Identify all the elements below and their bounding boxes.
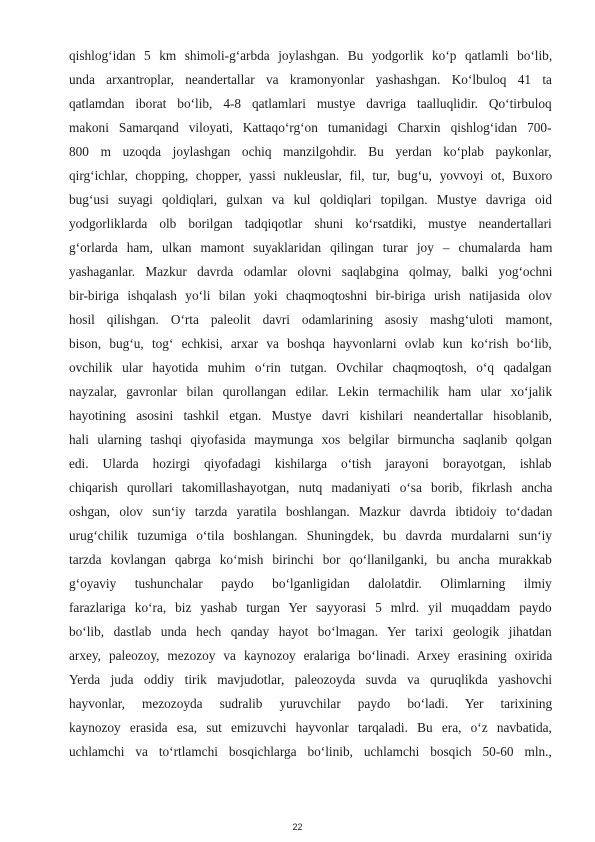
text-line: oshgan, olov sun‘iy tarzda yaratila boshlangan. Mazkur davrda ibtidoiy to‘dadan [69, 504, 552, 519]
text-line: g‘oyaviy tushunchalar paydo bo‘lganligidan dalolatdir. Olimlarning ilmiy [69, 576, 552, 591]
text-line: unda arxantroplar, neandertallar va kramonyonlar yashashgan. Ko‘lbuloq 41 ta [69, 72, 552, 87]
text-line: g‘orlarda ham, ulkan mamont suyaklaridan qilingan turar joy – chumalarda ham [69, 240, 552, 255]
text-line: edi. Ularda hozirgi qiyofadagi kishilarga o‘tish jarayoni borayotgan, ishlab [69, 456, 552, 471]
text-line: yodgorliklarda olb borilgan tadqiqotlar shuni ko‘rsatdiki, mustye neandertallari [69, 216, 552, 231]
text-line: bir-biriga ishqalash yo‘li bilan yoki chaqmoqtoshni bir-biriga urish natijasida olov [69, 288, 552, 303]
text-line: farazlariga ko‘ra, biz yashab turgan Yer sayyorasi 5 mlrd. yil muqaddam paydo [69, 600, 552, 615]
text-line: kaynozoy erasida esa, sut emizuvchi hayvonlar tarqaladi. Bu era, o‘z navbatida, [69, 720, 552, 735]
text-line: Yerda juda oddiy tirik mavjudotlar, paleozoyda suvda va quruqlikda yashovchi [69, 672, 552, 687]
text-line: bison, bug‘u, tog‘ echkisi, arxar va boshqa hayvonlarni ovlab kun ko‘rish bo‘lib, [69, 336, 552, 351]
text-line: urug‘chilik tuzumiga o‘tila boshlangan. Shuningdek, bu davrda murdalarni sun‘iy [69, 528, 552, 543]
text-line: ovchilik ular hayotida muhim o‘rin tutgan. Ovchilar chaqmoqtosh, o‘q qadalgan [69, 360, 552, 375]
text-line: nayzalar, gavronlar bilan qurollangan edilar. Lekin termachilik ham ular xo‘jalik [69, 384, 552, 399]
text-line: chiqarish qurollari takomillashayotgan, nutq madaniyati o‘sa borib, fikrlash ancha [69, 480, 552, 495]
text-line: bug‘usi suyagi qoldiqlari, gulxan va kul qoldiqlari topilgan. Mustye davriga oid [69, 192, 552, 207]
text-line: uchlamchi va to‘rtlamchi bosqichlarga bo‘linib, uchlamchi bosqich 50-60 mln., [69, 744, 552, 759]
text-line: tarzda kovlangan qabrga ko‘mish birinchi bor qo‘llanilganki, bu ancha murakkab [69, 552, 552, 567]
text-line: hayvonlar, mezozoyda sudralib yuruvchilar paydo bo‘ladi. Yer tarixining [69, 696, 552, 711]
text-line: makoni Samarqand viloyati, Kattaqo‘rg‘on tumanidagi Charxin qishlog‘idan 700- [69, 120, 552, 135]
page-number: 22 [292, 822, 303, 832]
text-line: yashaganlar. Mazkur davrda odamlar olovni saqlabgina qolmay, balki yog‘ochni [69, 264, 552, 279]
text-line: arxey, paleozoy, mezozoy va kaynozoy eralariga bo‘linadi. Arxey erasining oxirida [69, 648, 552, 663]
text-line: qirg‘ichlar, chopping, chopper, yassi nukleuslar, fil, tur, bug‘u, yovvoyi ot, Buxoro [69, 168, 552, 183]
body-text [69, 44, 552, 764]
text-line: hayotining asosini tashkil etgan. Mustye davri kishilari neandertallar hisoblanib, [69, 408, 552, 423]
text-line: hali ularning tashqi qiyofasida maymunga xos belgilar birmuncha saqlanib qolgan [69, 432, 552, 447]
text-line: hosil qilishgan. O‘rta paleolit davri odamlarining asosiy mashg‘uloti mamont, [69, 312, 552, 327]
text-line: qishlog‘idan 5 km shimoli-g‘arbda joylashgan. Bu yodgorlik ko‘p qatlamli bo‘lib, [69, 48, 552, 63]
text-line: qatlamdan iborat bo‘lib, 4-8 qatlamlari mustye davriga taalluqlidir. Qo‘tirbuloq [69, 96, 552, 111]
text-line: bo‘lib, dastlab unda hech qanday hayot bo‘lmagan. Yer tarixi geologik jihatdan [69, 624, 552, 639]
text-line: 800 m uzoqda joylashgan ochiq manzilgohdir. Bu yerdan ko‘plab paykonlar, [69, 144, 552, 159]
